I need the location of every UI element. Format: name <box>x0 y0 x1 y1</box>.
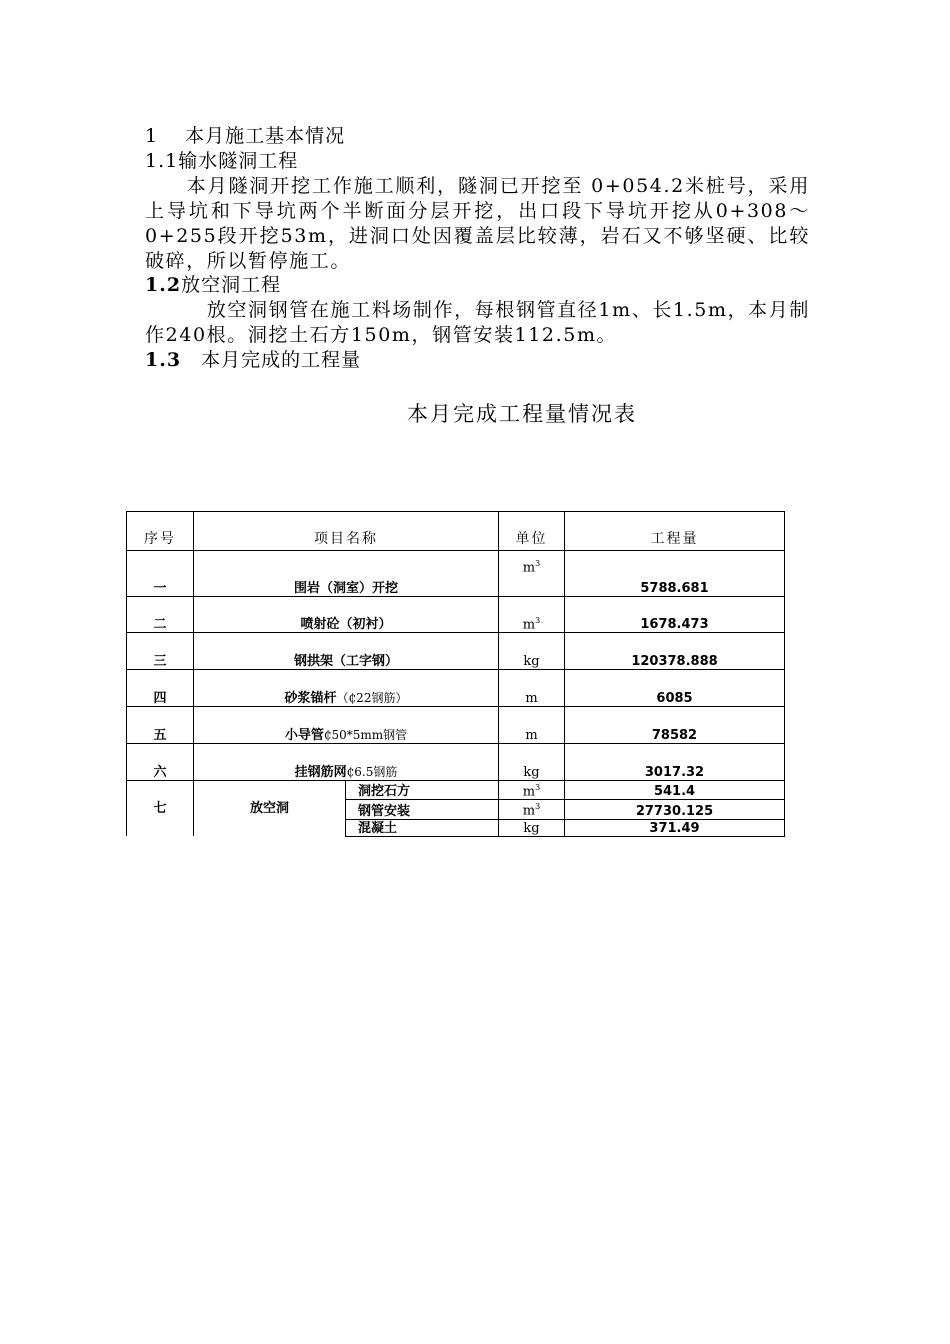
section-1-2-number: 1.2 <box>145 274 182 296</box>
row-item-name <box>194 633 499 670</box>
row-item-name <box>194 551 499 597</box>
section-1-2-paragraph: 放空洞钢管在施工料场制作，每根钢管直径1m、长1.5m，本月制作240根。洞挖土石方150m，钢管安装112.5m。 <box>145 299 810 346</box>
row-item-name <box>194 670 499 707</box>
row-no: 一 <box>127 551 194 597</box>
group-item-unit-text: m <box>522 784 536 800</box>
row-unit <box>499 707 565 744</box>
section-1-1-heading: 1.1输水隧洞工程 <box>145 150 299 172</box>
row-unit <box>499 551 565 597</box>
header-quantity: 工程量 <box>565 512 785 551</box>
row-quantity: 1678.473 <box>565 597 785 633</box>
row-item-name-spec: ₵50*5mm钢管 <box>323 728 408 742</box>
table-row <box>127 633 785 670</box>
row-item-name <box>194 707 499 744</box>
table-row <box>127 744 785 781</box>
group-item-unit <box>499 800 565 819</box>
row-unit <box>499 597 565 633</box>
group-name: 放空洞 <box>194 781 346 837</box>
row-unit-text: m <box>525 691 538 706</box>
group-item-unit-text: m <box>522 803 536 819</box>
header-no: 序号 <box>127 512 194 551</box>
row-unit-text: m <box>522 560 536 576</box>
group-item-quantity: 27730.125 <box>565 800 785 819</box>
group-no: 七 <box>127 781 194 837</box>
table-row <box>127 551 785 597</box>
quantity-table <box>126 511 785 837</box>
table-row <box>127 670 785 707</box>
row-unit <box>499 670 565 707</box>
row-item-name-bold: 挂钢筋网 <box>294 765 347 780</box>
row-unit-sup: 3 <box>535 615 541 625</box>
section-1-3-number: 1.3 <box>145 349 182 371</box>
row-quantity: 5788.681 <box>565 551 785 597</box>
table-header-row <box>127 512 785 551</box>
group-item-unit <box>499 781 565 800</box>
row-no: 二 <box>127 597 194 633</box>
row-item-name <box>194 744 499 781</box>
row-item-name-spec: ₵6.5钢筋 <box>346 765 398 779</box>
row-no: 四 <box>127 670 194 707</box>
group-item-name: 钢管安装 <box>346 800 499 819</box>
row-quantity: 120378.888 <box>565 633 785 670</box>
group-item-quantity: 541.4 <box>565 781 785 800</box>
row-unit-text: m <box>525 728 538 743</box>
row-unit <box>499 744 565 781</box>
table-row <box>127 781 785 800</box>
section-1-1-paragraph: 本月隧洞开挖工作施工顺利，隧洞已开挖至 0+054.2米桩号，采用上导坑和下导坑两个半断面分层开挖，出口段下导坑开挖从0+308～0+255段开挖53m，进洞口处因覆盖层比较薄，岩石又不够坚硬、比较破碎，所以暂停施工。 <box>145 175 810 272</box>
group-item-unit-text: kg <box>523 820 540 836</box>
row-no: 五 <box>127 707 194 744</box>
section-1-3-title: 本月完成的工程量 <box>181 349 362 371</box>
row-unit-text: kg <box>523 654 540 669</box>
row-item-name-bold: 砂浆锚杆 <box>284 691 337 706</box>
row-item-name <box>194 597 499 633</box>
row-quantity: 78582 <box>565 707 785 744</box>
row-quantity: 6085 <box>565 670 785 707</box>
group-item-name: 混凝土 <box>346 819 499 836</box>
row-item-name-bold: 喷射砼（初衬） <box>300 617 392 632</box>
row-quantity: 3017.32 <box>565 744 785 781</box>
group-item-unit <box>499 819 565 836</box>
row-unit <box>499 633 565 670</box>
row-unit-sup: 3 <box>535 559 541 568</box>
table-row <box>127 707 785 744</box>
table-title: 本月完成工程量情况表 <box>407 402 637 426</box>
section-1-3-heading <box>145 348 361 373</box>
row-item-name-bold: 小导管 <box>284 728 324 743</box>
table-row <box>127 597 785 633</box>
section-1-heading: 1 本月施工基本情况 <box>145 125 346 147</box>
row-no: 六 <box>127 744 194 781</box>
header-unit: 单位 <box>499 512 565 551</box>
row-no: 三 <box>127 633 194 670</box>
group-item-name: 洞挖石方 <box>346 781 499 800</box>
group-item-unit-sup: 3 <box>535 802 541 812</box>
section-1-2-heading <box>145 273 281 298</box>
section-1-2-title: 放空洞工程 <box>181 274 282 296</box>
row-item-name-bold: 围岩（洞室）开挖 <box>293 581 398 596</box>
header-item-name: 项目名称 <box>194 512 499 551</box>
group-item-unit-sup: 3 <box>535 783 541 792</box>
row-item-name-bold: 钢拱架（工字钢） <box>293 654 398 669</box>
row-unit-text: m <box>522 617 536 632</box>
group-item-quantity: 371.49 <box>565 819 785 836</box>
row-item-name-spec: （₵22钢筋） <box>336 691 408 705</box>
row-unit-text: kg <box>523 765 540 780</box>
